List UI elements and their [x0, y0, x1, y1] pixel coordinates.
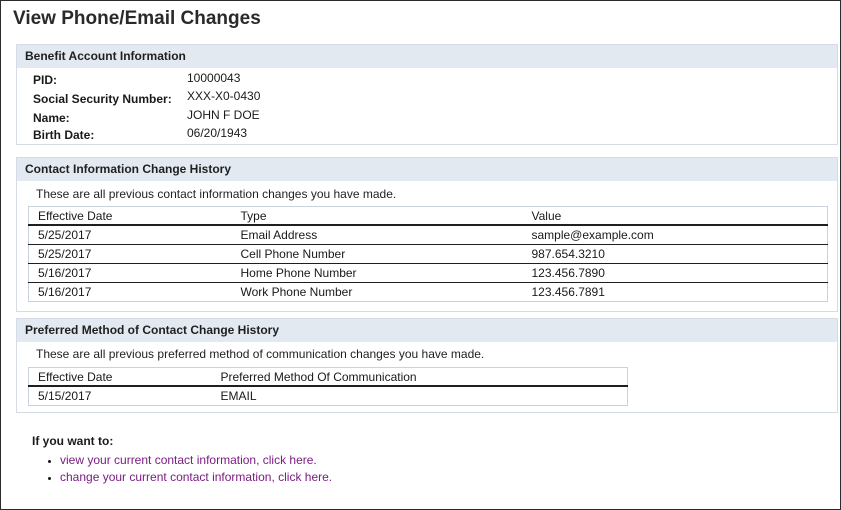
- preferred-method-table: [28, 367, 628, 406]
- birth-date-value: 06/20/1943: [187, 126, 248, 140]
- value-cell: 987.654.3210: [523, 245, 828, 264]
- name-value: JOHN F DOE: [187, 108, 260, 122]
- list-item: [60, 452, 332, 469]
- column-header-effective-date: Effective Date: [29, 207, 232, 226]
- links-heading: If you want to:: [32, 434, 114, 448]
- value-cell: 123.456.7891: [523, 283, 828, 302]
- value-cell: 123.456.7890: [523, 264, 828, 283]
- column-header-type: Type: [232, 207, 523, 226]
- view-contact-info-link[interactable]: view your current contact information, click here.: [60, 453, 317, 467]
- ssn-value: XXX-X0-0430: [187, 89, 261, 103]
- preferred-method-intro: These are all previous preferred method of communication changes you have made.: [36, 347, 485, 361]
- ssn-label: Social Security Number:: [33, 92, 172, 106]
- change-contact-info-link[interactable]: change your current contact information, click here.: [60, 470, 333, 484]
- contact-history-header: Contact Information Change History: [17, 158, 837, 181]
- list-item: [60, 469, 332, 486]
- preferred-method-header: Preferred Method of Contact Change History: [17, 319, 837, 342]
- table-header-row: [29, 368, 628, 387]
- contact-history-table: [28, 206, 828, 302]
- type-cell: Cell Phone Number: [232, 245, 523, 264]
- effective-date-cell: 5/25/2017: [29, 245, 232, 264]
- contact-history-intro: These are all previous contact information changes you have made.: [36, 187, 397, 201]
- effective-date-cell: 5/15/2017: [29, 386, 212, 406]
- table-header-row: [29, 207, 828, 226]
- name-label: Name:: [33, 111, 70, 125]
- effective-date-cell: 5/25/2017: [29, 225, 232, 245]
- pid-label: PID:: [33, 73, 57, 87]
- type-cell: Home Phone Number: [232, 264, 523, 283]
- type-cell: Email Address: [232, 225, 523, 245]
- pid-value: 10000043: [187, 71, 241, 85]
- table-row: [29, 264, 828, 283]
- type-cell: Work Phone Number: [232, 283, 523, 302]
- effective-date-cell: 5/16/2017: [29, 283, 232, 302]
- table-row: [29, 225, 828, 245]
- links-list: [32, 452, 332, 486]
- table-row: [29, 245, 828, 264]
- preferred-method-cell: EMAIL: [212, 386, 628, 406]
- contact-history-panel: [16, 157, 838, 312]
- column-header-effective-date: Effective Date: [29, 368, 212, 387]
- table-row: [29, 283, 828, 302]
- column-header-value: Value: [523, 207, 828, 226]
- preferred-method-panel: [16, 318, 838, 413]
- effective-date-cell: 5/16/2017: [29, 264, 232, 283]
- value-cell: sample@example.com: [523, 225, 828, 245]
- benefit-account-header: Benefit Account Information: [17, 45, 837, 68]
- birth-date-label: Birth Date:: [33, 128, 95, 142]
- table-row: [29, 386, 628, 406]
- column-header-preferred-method: Preferred Method Of Communication: [212, 368, 628, 387]
- benefit-account-panel: [16, 44, 838, 145]
- action-links: [32, 434, 332, 486]
- page-title: View Phone/Email Changes: [13, 8, 261, 29]
